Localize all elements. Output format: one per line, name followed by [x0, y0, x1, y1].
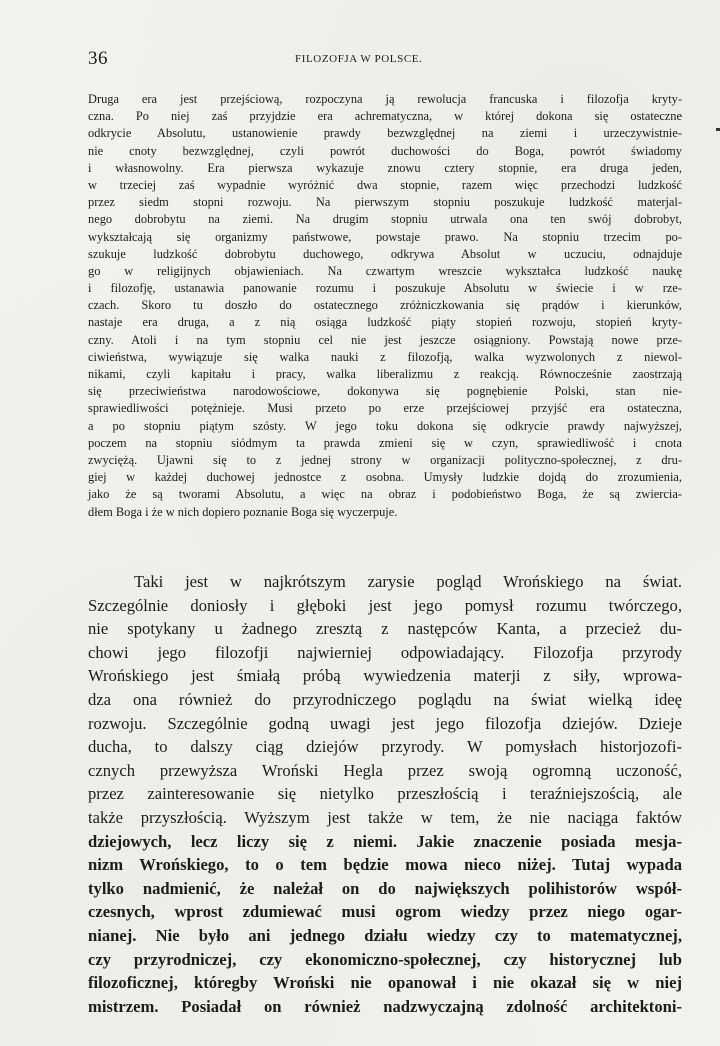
- text-line: ducha, to dalszy ciąg dziejów przyrody. W pomysłach historjozofi-: [88, 737, 682, 757]
- small-text-line: ciwieństwa, wywiązuje się walka nauki z filozofją, walka wyzwolonych z niewol-: [88, 349, 682, 364]
- small-print-paragraph: [88, 91, 682, 521]
- small-text-line: nastaje era druga, a z nią osiąga ludzkość piąty stopień rozwoju, stopień kryty-: [88, 315, 682, 330]
- small-text-line: giej w każdej duchowej jednostce z osobna. Umysły ludzkie dojdą do zrozumienia,: [88, 470, 682, 485]
- text-line: cznych przewyższa Wroński Hegla przez swoją ogromną uczoność,: [88, 760, 682, 780]
- text-line: mistrzem. Posiadał on również nadzwyczajną zdolność architektoni-: [88, 996, 682, 1016]
- small-text-line: a po stopniu piątym szósty. W jego toku dokona się odkrycie prawdy najwyższej,: [88, 418, 682, 433]
- text-line: rozwoju. Szczególnie godną uwagi jest jego filozofja dziejów. Dzieje: [88, 713, 682, 733]
- small-text-line: dłem Boga i że w nich dopiero poznanie Boga się wyczerpuje.: [88, 504, 398, 519]
- text-line: dziejowych, lecz liczy się z niemi. Jakie znaczenie posiada mesja-: [88, 831, 682, 851]
- page-header: [88, 48, 678, 72]
- text-line: Szczególnie doniosły i głęboki jest jego pomysł rozumu twórczego,: [88, 595, 682, 615]
- small-text-line: przez siedm stopni rozwoju. Na pierwszym stopniu poszukuje ludzkość materjal-: [88, 195, 682, 210]
- small-text-line: wykształcają się organizmy państwowe, powstaje prawo. Na stopniu trzecim po-: [88, 229, 682, 244]
- small-text-line: szukuje ludzkość dobrobytu duchowego, odkrywa Absolut w uczuciu, odnajduje: [88, 246, 682, 261]
- text-line: filozoficznej, któregby Wroński nie opanował i nie okazał się w niej: [88, 973, 682, 993]
- small-text-line: czach. Skoro tu doszło do ostatecznego zróżniczkowania się prądów i kierunków,: [88, 298, 682, 313]
- small-text-line: i własnowolny. Era pierwsza wykazuje znowu cztery stopnie, era druga jeden,: [88, 160, 682, 175]
- text-line: nizm Wrońskiego, to o tem będzie mowa nieco niżej. Tutaj wypada: [88, 855, 682, 875]
- text-line: przez zainteresowanie się nietylko przeszłością i teraźniejszością, ale: [88, 784, 682, 804]
- small-text-line: w trzeciej zaś wypadnie wyróżnić dwa stopnie, razem więc przechodzi ludzkość: [88, 177, 682, 192]
- small-text-line: się przeciwieństwa narodowościowe, dokonywa się pognębienie Polski, stan nie-: [88, 384, 682, 399]
- main-paragraph: [88, 570, 682, 1018]
- text-line: czesnych, wprost zdumiewać musi ogrom wiedzy przez niego ogar-: [88, 902, 682, 922]
- small-text-line: czna. Po niej zaś przyjdzie era achrematyczna, w której dokona się ostateczne: [88, 109, 682, 124]
- small-text-line: poczem na stopniu siódmym ta prawda zmieni się w czyn, sprawiedliwość i cnota: [88, 435, 682, 450]
- text-line: nie spotykany u żadnego zresztą z następców Kanta, a przecież du-: [88, 619, 682, 639]
- small-text-line: czny. Atoli i na tym stopniu cel nie jest jeszcze osiągniony. Powstają nowe prze-: [88, 332, 682, 347]
- text-line: Taki jest w najkrótszym zarysie pogląd Wrońskiego na świat.: [134, 572, 682, 591]
- text-line: chowi jego filozofji najwierniej odpowiadający. Filozofja przyrody: [88, 642, 682, 662]
- running-head: FILOZOFJA W POLSCE.: [295, 53, 423, 65]
- small-text-line: Druga era jest przejściową, rozpoczyna ją rewolucja francuska i filozofja kryty-: [88, 92, 682, 106]
- small-text-line: nego dobrobytu na ziemi. Na drugim stopniu utrwala ona ten swój dobrobyt,: [88, 212, 682, 227]
- small-text-line: jako że są tworami Absolutu, a więc na obraz i podobieństwo Boga, że są zwiercia-: [88, 487, 682, 502]
- page-number: 36: [88, 48, 108, 69]
- small-text-line: odkrycie Absolutu, ustanowienie prawdy bezwzględnej na ziemi i urzeczywistnie-: [88, 126, 682, 141]
- scan-edge-mark: [716, 128, 720, 131]
- small-text-line: nikami, czyli kapitału i pracy, walka liberalizmu z reakcją. Równocześnie zaostrzają: [88, 367, 682, 381]
- text-line: czy przyrodniczej, czy ekonomiczno-społecznej, czy historycznej lub: [88, 949, 682, 969]
- small-text-line: zwyciężą. Ujawni się to z jednej strony w organizacji polityczno-społecznej, z dru-: [88, 452, 682, 467]
- text-line: nianej. Nie było ani jednego działu wiedzy czy to matematycznej,: [88, 925, 682, 945]
- small-text-line: go w religijnych objawieniach. Na czwartym wreszcie wykształca ludzkość naukę: [88, 263, 682, 278]
- text-line: także przyszłością. Wyższym jest także w tem, że nie naciąga faktów: [88, 807, 682, 827]
- text-line: Wrońskiego jest śmiałą próbą wywiedzenia materji z siły, wprowa-: [88, 666, 682, 686]
- text-line: dza ona również do przyrodniczego poglądu na świat wielką ideę: [88, 689, 682, 709]
- text-line: tylko nadmienić, że należał on do największych polihistorów współ-: [88, 878, 682, 898]
- small-text-line: i filozofję, ustanawia panowanie rozumu i poszukuje Absolutu w świecie i w rze-: [88, 281, 682, 296]
- small-text-line: sprawiedliwości potężnieje. Musi przeto po erze przejściowej przyjść era ostateczna,: [88, 401, 682, 416]
- small-text-line: nie cnoty bezwzględnej, czyli powrót duchowości do Boga, powrót świadomy: [88, 143, 682, 158]
